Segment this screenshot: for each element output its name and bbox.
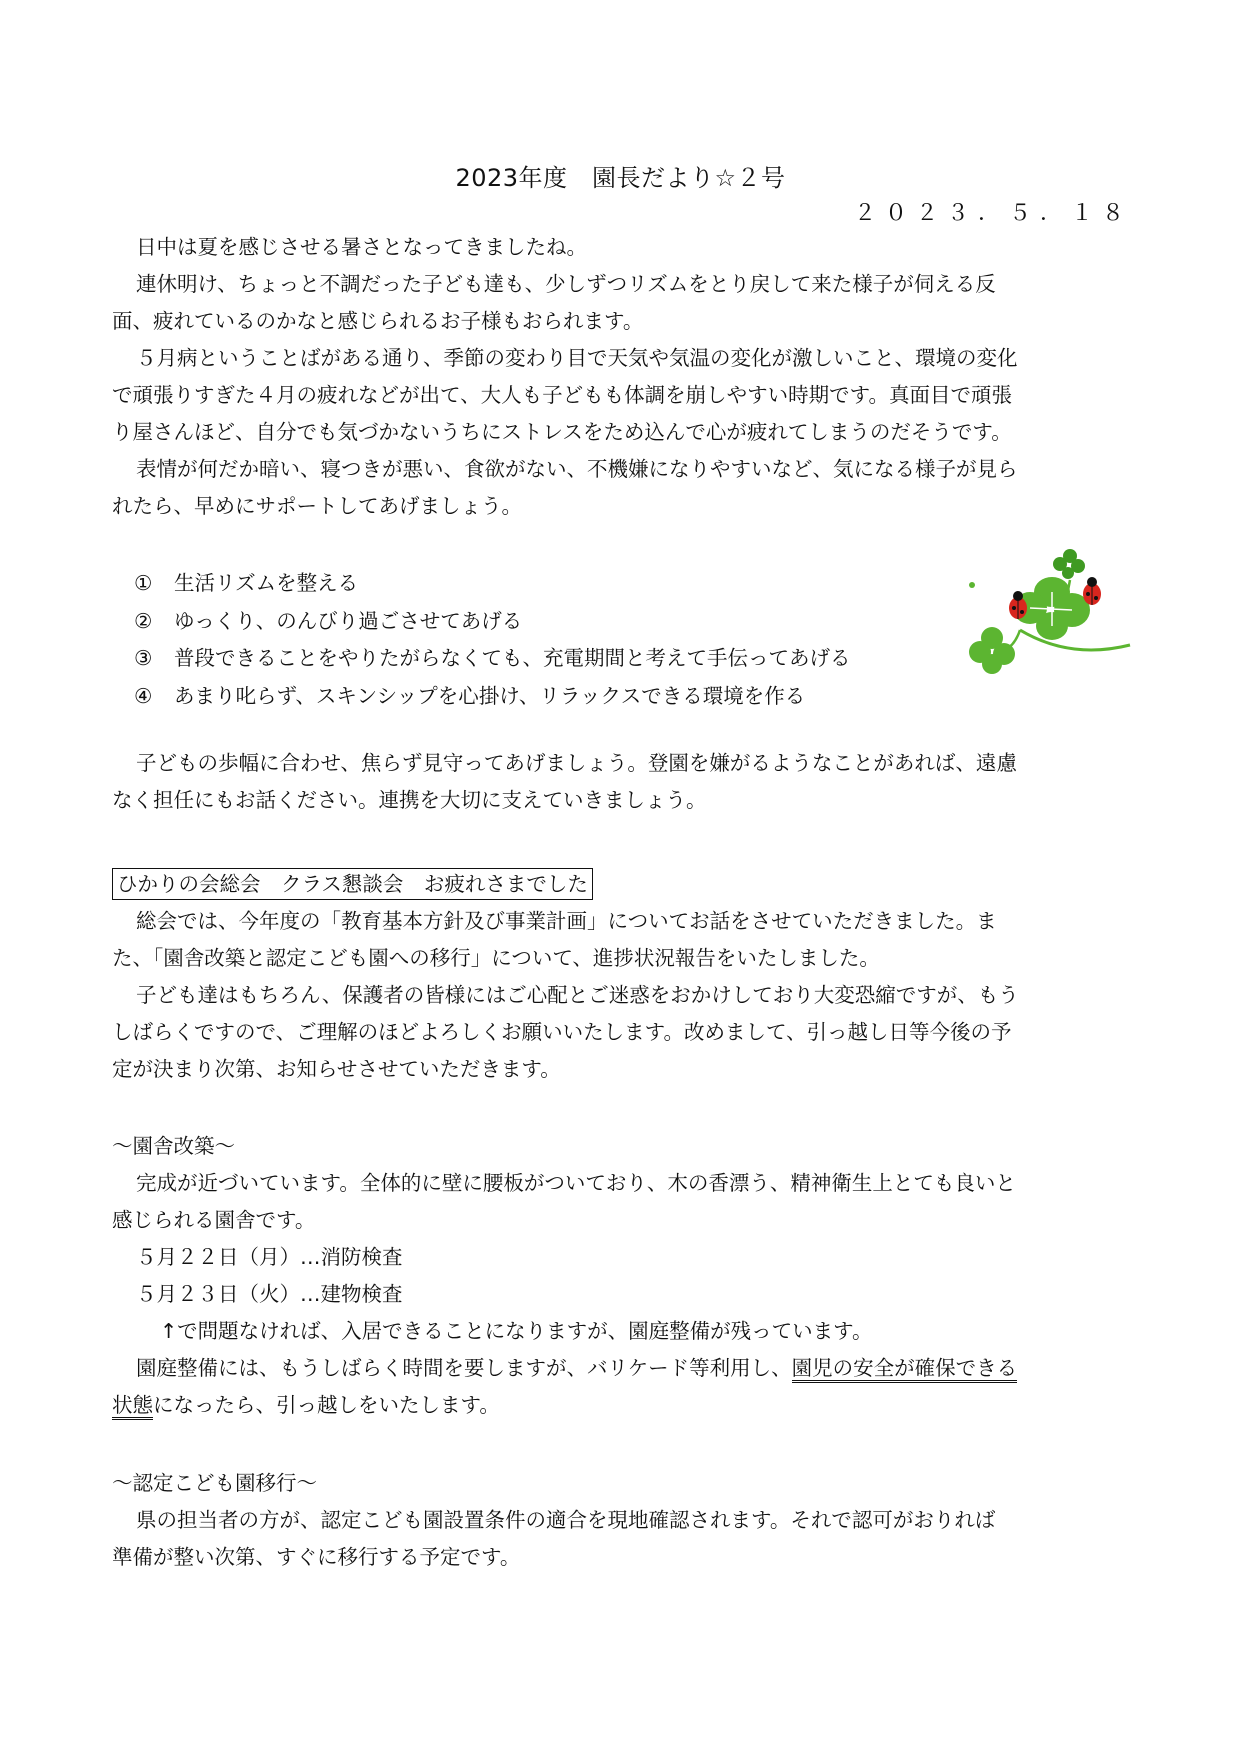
meeting-line: しばらくですので、ご理解のほどよろしくお願いいたします。改めまして、引っ越し日等今後の予 (112, 1020, 1012, 1044)
rebuild-line: 感じられる園舎です。 (112, 1208, 316, 1232)
schedule-item: ５月２３日（火）…建物検査 (136, 1282, 403, 1306)
meeting-line: 子ども達はもちろん、保護者の皆様にはご心配とご迷惑をおかけしており大変恐縮ですが、もう (136, 983, 1019, 1007)
meeting-heading: ひかりの会総会 クラス懇談会 お疲れさまでした (112, 868, 593, 900)
list-item: ④ あまり叱らず、スキンシップを心掛け、リラックスできる環境を作る (134, 683, 806, 708)
list-item: ① 生活リズムを整える (134, 571, 359, 595)
rebuild-heading: ～園舎改築～ (112, 1134, 235, 1158)
underlined-text: 園児の安全が確保できる (792, 1356, 1018, 1383)
clover-ladybug-illustration (960, 540, 1135, 680)
closing-line: 子どもの歩幅に合わせ、焦らず見守ってあげましょう。登園を嫌がるようなことがあれば、遠慮 (136, 751, 1017, 775)
schedule-item: ５月２２日（月）…消防検査 (136, 1245, 403, 1269)
intro-line: で頑張りすぎた４月の疲れなどが出て、大人も子どもも体調を崩しやすい時期です。真面目で頑張 (112, 383, 1012, 407)
tips-list (134, 565, 851, 715)
underlined-text: 状態 (112, 1393, 153, 1420)
intro-line: 連休明け、ちょっと不調だった子ども達も、少しずつリズムをとり戻して来た様子が伺える反 (136, 272, 996, 296)
rebuild-note: ↑で問題なければ、入居できることになりますが、園庭整備が残っています。 (160, 1319, 873, 1343)
intro-line: 表情が何だか暗い、寝つきが悪い、食欲がない、不機嫌になりやすいなど、気になる様子が見ら (136, 457, 1018, 481)
transition-heading: ～認定こども園移行～ (112, 1471, 317, 1495)
intro-line: ５月病ということばがある通り、季節の変わり目で天気や気温の変化が激しいこと、環境の変化 (136, 346, 1018, 370)
document-title: 2023年度 園長だより☆２号 (455, 164, 786, 192)
rebuild-line: 園庭整備には、もうしばらく時間を要しますが、バリケード等利用し、園児の安全が確保できる (112, 1350, 1132, 1387)
meeting-line: た、「園舎改築と認定こども園への移行」について、進捗状況報告をいたしました。 (112, 946, 880, 970)
list-item: ② ゆっくり、のんびり過ごさせてあげる (134, 608, 523, 633)
intro-line: り屋さんほど、自分でも気づかないうちにストレスをため込んで心が疲れてしまうのだそうです。 (112, 420, 1012, 444)
intro-line: れたら、早めにサポートしてあげましょう。 (112, 494, 522, 518)
document-date: ２０２３．５．１８ (853, 201, 1133, 226)
meeting-line: 総会では、今年度の「教育基本方針及び事業計画」についてお話をさせていただきました。ま (136, 909, 997, 933)
rebuild-line: 状態になったら、引っ越しをいたします。 (112, 1387, 1132, 1424)
intro-line: 面、疲れているのかなと感じられるお子様もおられます。 (112, 309, 644, 333)
ladybug-icon (1083, 577, 1101, 605)
list-item: ③ 普段できることをやりたがらなくても、充電期間と考えて手伝ってあげる (134, 646, 851, 670)
rebuild-line: 完成が近づいています。全体的に壁に腰板がついており、木の香漂う、精神衛生上とても良いと (136, 1171, 1016, 1195)
transition-line: 県の担当者の方が、認定こども園設置条件の適合を現地確認されます。それで認可がおりれば (136, 1508, 996, 1532)
transition-line: 準備が整い次第、すぐに移行する予定です。 (112, 1545, 521, 1569)
closing-line: なく担任にもお話ください。連携を大切に支えていきましょう。 (112, 788, 707, 812)
meeting-line: 定が決まり次第、お知らせさせていただきます。 (112, 1057, 561, 1081)
intro-line: 日中は夏を感じさせる暑さとなってきましたね。 (136, 235, 587, 259)
